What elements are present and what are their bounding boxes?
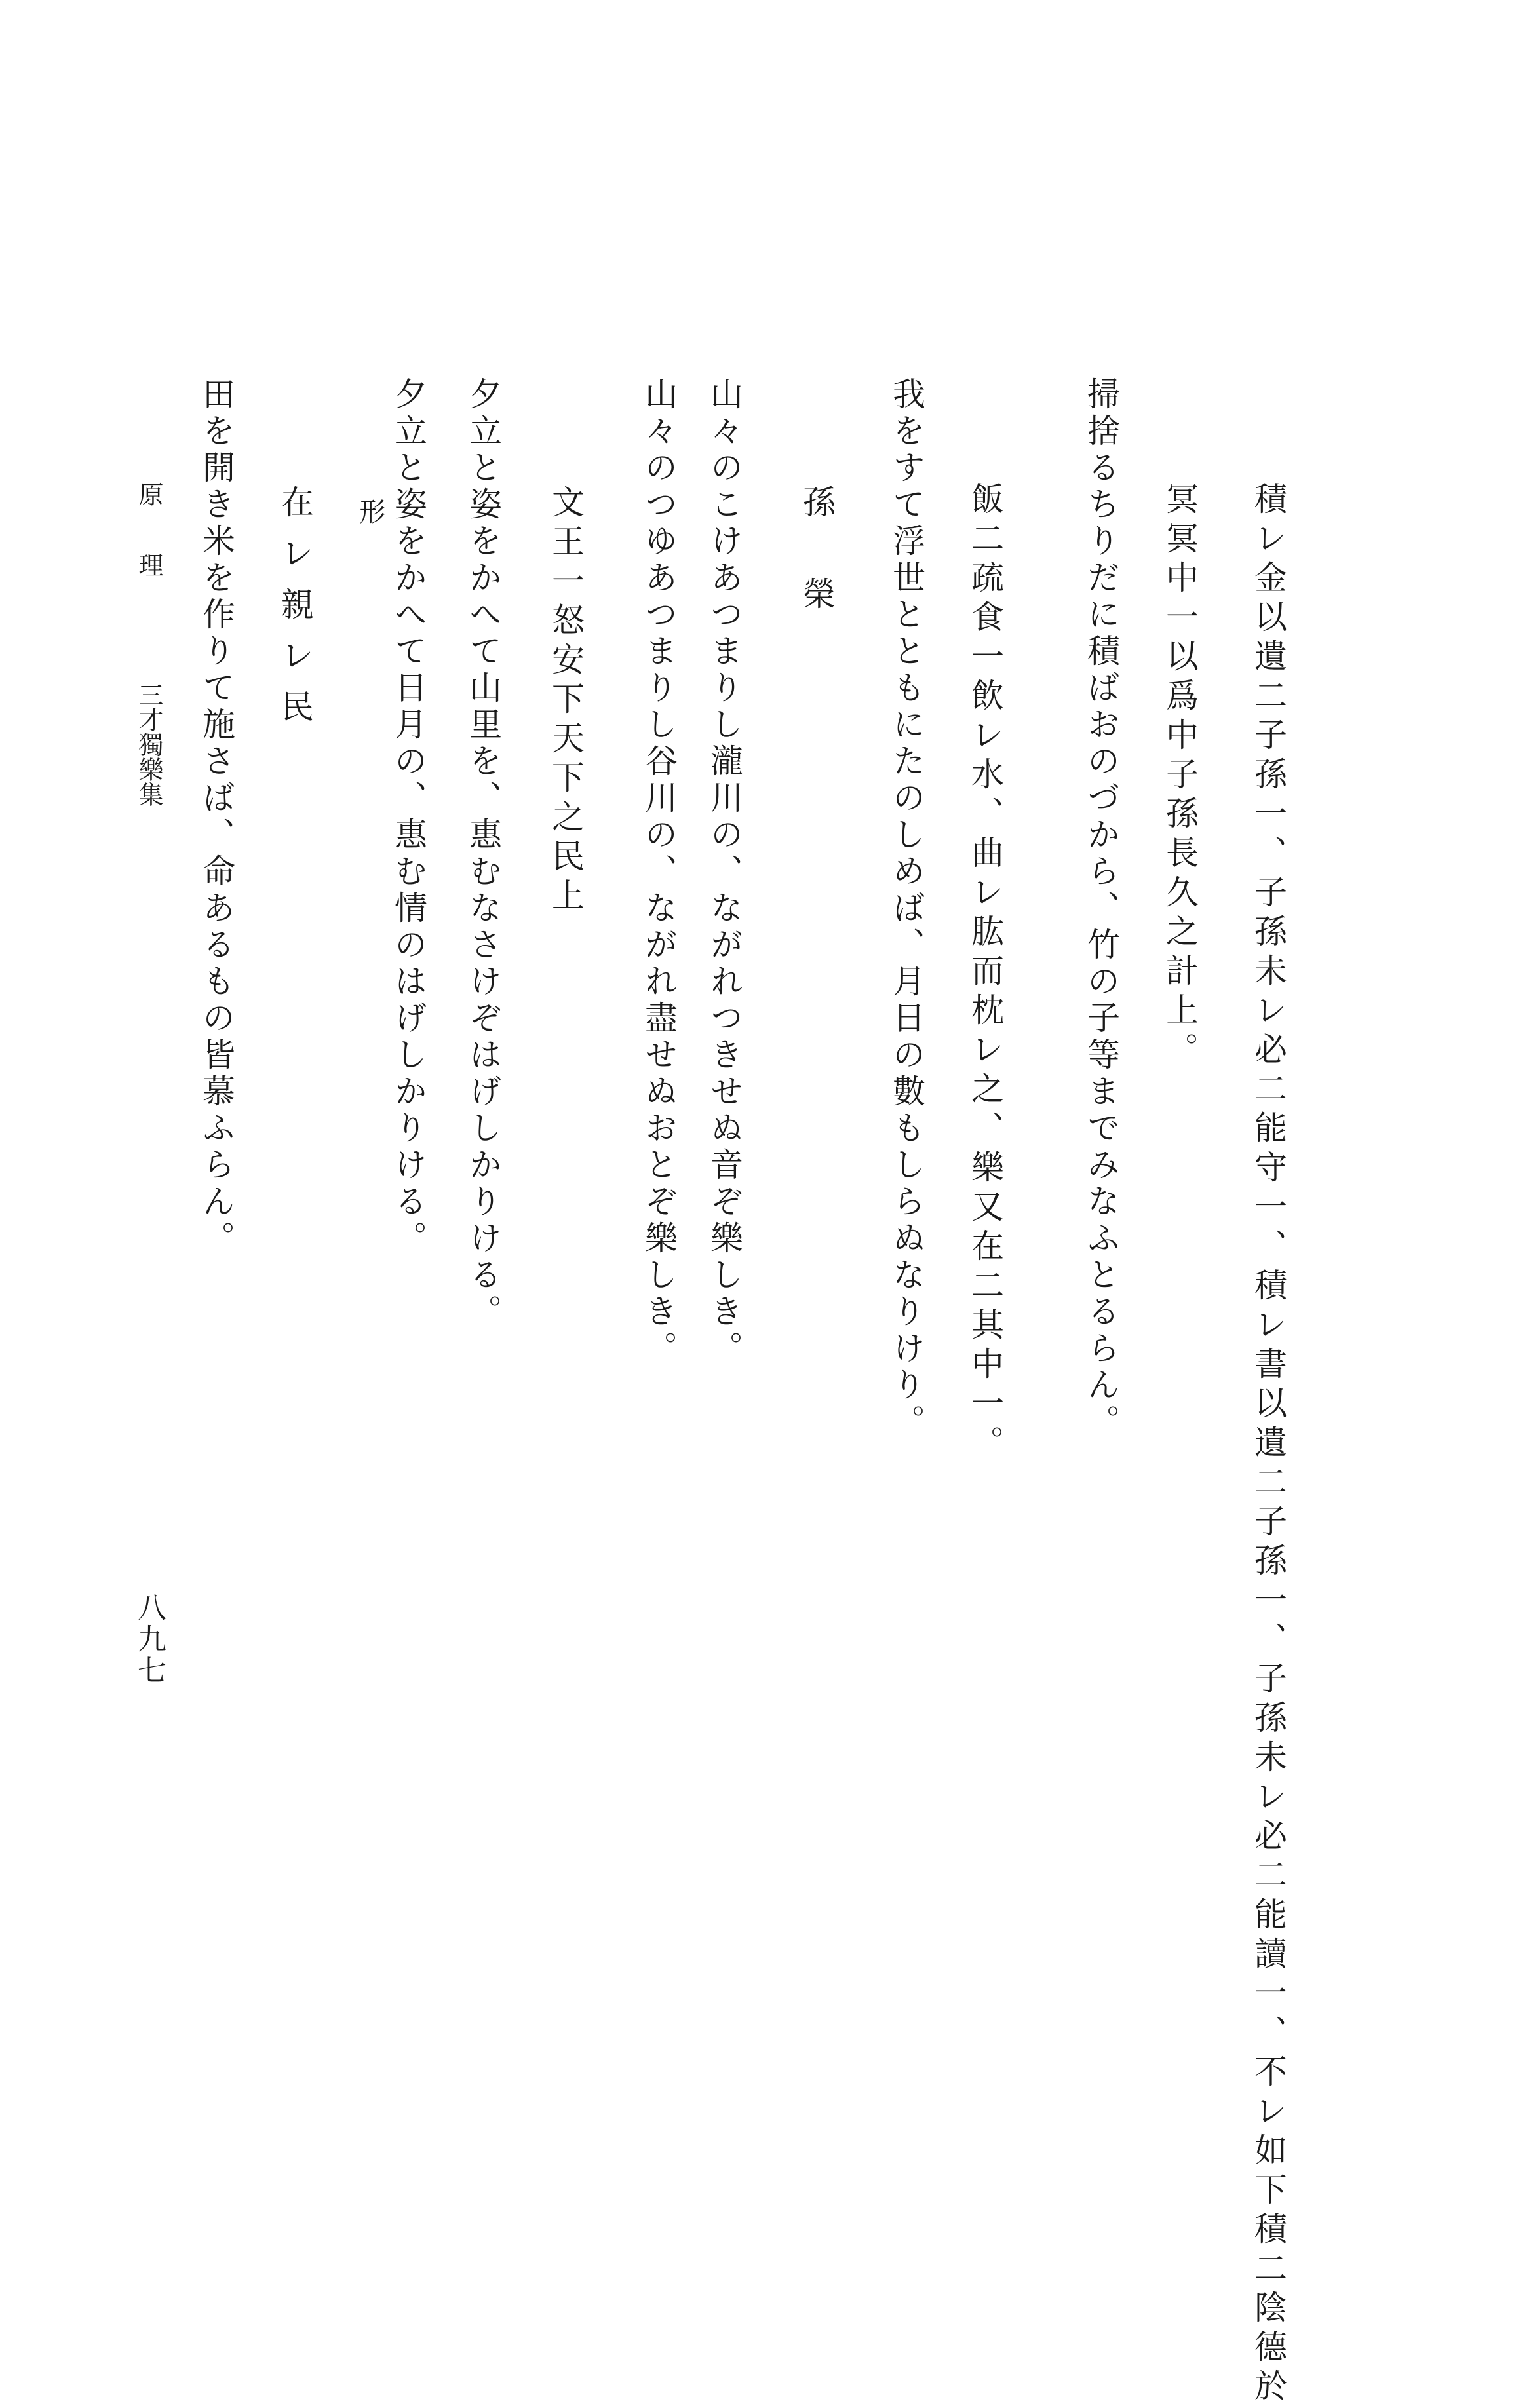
page-number: 八九七 <box>132 1592 166 1687</box>
text-column-5: 我をすて浮世とともにたのしめば、月日の數もしらぬなりけり。 <box>887 377 925 1441</box>
text-column-9: 夕立と姿をかへて山里を、惠むなさけぞはげしかりける。 <box>464 377 502 1331</box>
running-footer <box>131 482 167 807</box>
form-mark: 形 <box>355 498 385 524</box>
text-column-6: 山々のこけあつまりし瀧川の、ながれつきせぬ音ぞ樂しき。 <box>705 377 743 1367</box>
text-column-11: 在レ親レ民 <box>276 485 314 740</box>
text-column-3: 掃捨るちりだに積ばおのづから、竹の子等までみなふとるらん。 <box>1082 377 1120 1441</box>
footer-book-title: 三才獨樂集 <box>134 682 163 807</box>
section-heading: 孫榮 <box>798 485 836 668</box>
text-column-2: 冥冥中一以爲中子孫長久之計上。 <box>1161 482 1199 1071</box>
text-column-12: 田を開き米を作りて施さば、命あるもの皆慕ふらん。 <box>197 377 235 1257</box>
text-column-10: 夕立と姿をかへて日月の、惠む情のはげしかりける。 <box>389 377 427 1257</box>
text-column-4: 飯二疏食一飲レ水、曲レ肱而枕レ之、樂又在二其中一。 <box>966 482 1004 1464</box>
footer-section: 原理 <box>134 482 163 623</box>
text-column-8: 文王一怒安下天下之民上 <box>547 485 585 917</box>
text-column-1: 積レ金以遺二子孫一、子孫未レ必二能守一、積レ書以遺二子孫一、子孫未レ必二能讀一、不レ如下積二陰德於 <box>1249 482 1287 2408</box>
text-column-7: 山々のつゆあつまりし谷川の、ながれ盡せぬおとぞ樂しき。 <box>640 377 678 1367</box>
